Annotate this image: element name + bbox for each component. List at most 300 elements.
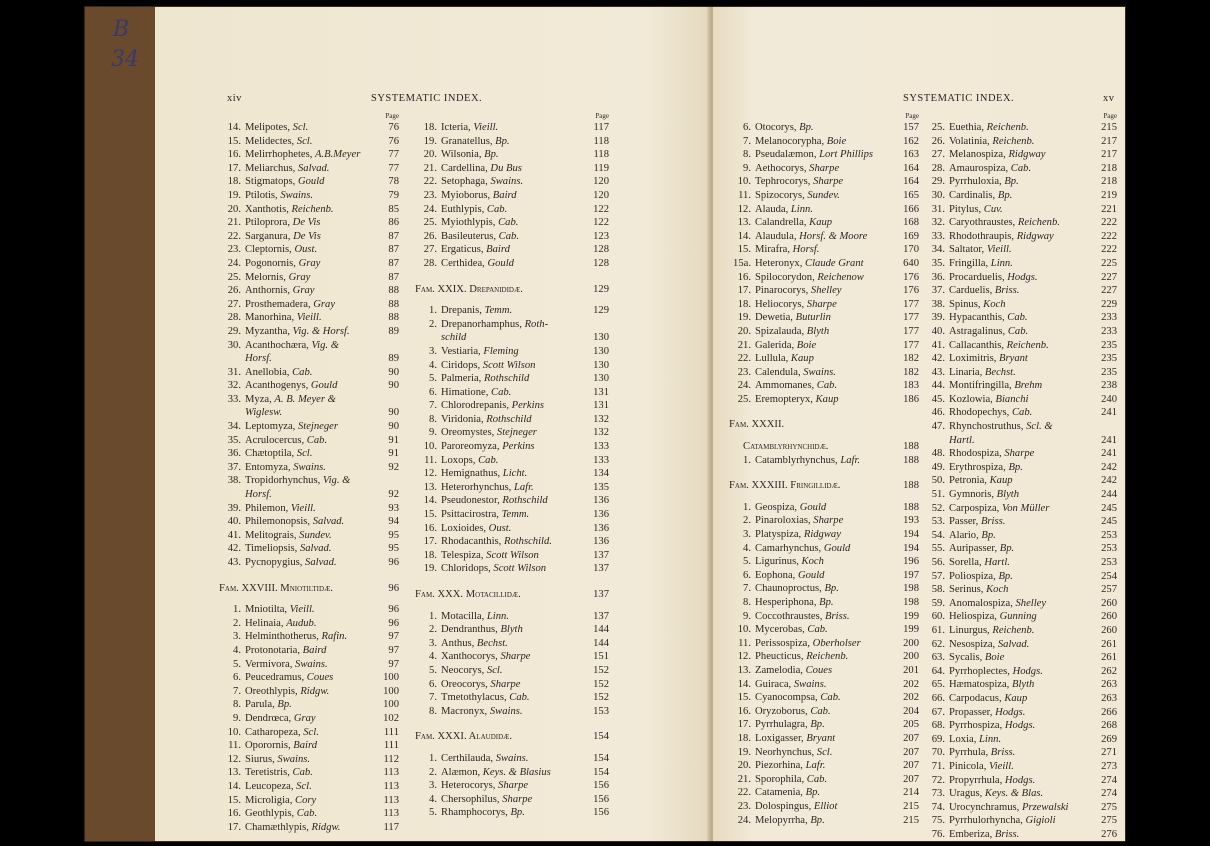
genus-entry [441,793,579,807]
genus-name: Parula, [245,699,278,711]
page-ref: 177 [903,298,919,310]
left-page-number: xiv [227,93,242,104]
genus-name: Rhodothraupis, [949,230,1017,242]
page-ref: 97 [388,658,399,670]
genus-name: Uragus, [949,788,985,800]
genus-name: Saltator, [949,244,987,256]
page-ref: 156 [593,793,609,805]
author-name: Gould [310,380,338,392]
author-name: Bryant [806,732,836,744]
index-entry [217,515,399,529]
page-ref: 176 [903,285,919,297]
page-ref: 117 [383,821,399,833]
index-entry [921,502,1117,516]
author-name: Bp. [981,529,996,541]
author-name: Reichenb. [806,651,849,663]
page-ref: 85 [388,203,399,215]
page-ref: 222 [1101,244,1117,256]
entry-number: 14. [737,678,751,690]
index-entry [921,447,1117,461]
author-name: Temm. [501,509,530,521]
genus-entry [755,664,889,678]
entry-number: 25. [423,217,437,229]
genus-name: Manorhina, [245,312,297,324]
index-entry [727,610,919,624]
author-name: Bechst. [476,637,508,649]
index-entry [921,298,1117,312]
index-entry [217,807,399,821]
author-name: Cab. [816,380,838,392]
genus-name: Dolospingus, [755,800,814,812]
genus-entry [245,644,369,658]
page-ref: 102 [383,712,399,724]
genus-name: Icteria, [441,122,474,133]
index-entry [727,339,919,353]
author-name: De Vis [292,217,321,229]
page-ref: 96 [388,604,399,616]
page-ref: 260 [1101,597,1117,609]
entry-number: 24. [737,814,751,826]
genus-name: Stigmatops, [245,176,298,188]
entry-number: 16. [227,149,241,161]
page-ref: 275 [1101,801,1117,813]
page-ref: 242 [1101,475,1117,487]
right-column-1 [727,111,919,827]
genus-entry [245,148,369,162]
family-name: Fam. XXXII. [729,419,785,431]
index-entry [217,325,399,339]
genus-name: Linurgus, [949,624,993,636]
author-name: Swains. [489,705,523,717]
index-entry [413,413,609,427]
author-name: Swains. [295,658,328,670]
genus-entry [245,712,369,726]
entry-number: 23. [227,244,241,256]
author-name: Hodgs. [1004,720,1036,732]
author-name: Oberholser [812,637,861,649]
page-ref: 86 [388,217,399,229]
index-entry [217,603,399,617]
page-ref: 242 [1101,461,1117,473]
entry-number: 11. [738,637,751,649]
index-entry [413,318,609,332]
author-name: Elliot [813,800,838,812]
author-name: Perkins [511,400,544,412]
genus-name: Euethia, [949,122,987,133]
author-name: Rothschild [502,495,548,507]
page-ref: 217 [1101,149,1117,161]
page-ref: 111 [383,740,399,752]
entry-number: 16. [737,271,751,283]
entry-number: 63. [931,652,945,664]
right-page [713,7,1125,841]
genus-entry [441,549,579,563]
genus-name: Sarganura, [245,230,294,242]
author-name: Vieill. [473,122,499,133]
index-entry [727,352,919,366]
genus-name: Telespiza, [441,549,487,561]
genus-name: Protonotaria, [245,644,303,656]
index-entry [217,352,399,366]
author-name: Cab. [486,203,508,215]
genus-name: Pseudonestor, [441,495,503,507]
genus-name: Certhilauda, [441,752,496,764]
genus-entry [245,325,369,339]
index-entry [727,596,919,610]
genus-entry [441,752,579,766]
entry-number: 51. [931,489,945,501]
entry-number [217,352,245,366]
author-name: Koch [801,556,824,568]
page-ref: 137 [593,589,609,600]
index-entry [921,230,1117,244]
entry-number: 61. [931,624,945,636]
author-name: Sharpe [502,793,533,805]
right-page-number: xv [1103,93,1115,104]
author-name: Vieill. [290,502,316,514]
genus-entry [441,610,579,624]
genus-name: Alario, [949,529,982,541]
entry-number: 12. [423,468,437,480]
genus-entry [755,814,889,828]
author-name: Bp. [495,135,510,147]
entry-number: 15a. [733,257,751,269]
index-entry [921,121,1117,135]
genus-entry [755,637,889,651]
page-ref: 276 [1101,828,1117,840]
author-name: Briss. [994,285,1020,297]
author-name: Scott Wilson [493,563,547,575]
genus-entry [245,821,369,835]
page-ref: 218 [1101,162,1117,174]
genus-entry [441,623,579,637]
index-entry [727,773,919,787]
genus-entry [949,366,1087,380]
page-ref: 96 [388,557,399,568]
genus-name: Ammomanes, [755,380,817,392]
genus-entry [441,135,579,149]
genus-entry [755,759,889,773]
index-entry [727,135,919,149]
genus-name: Helinaia, [245,617,287,629]
genus-name: Carduelis, [949,285,995,297]
author-name: Horsf. [245,489,272,501]
genus-entry [245,461,369,475]
index-entry [413,454,609,468]
page-ref: 122 [593,217,609,229]
index-entry [921,746,1117,760]
genus-entry [949,651,1087,665]
genus-entry [245,753,369,767]
genus-entry [441,494,579,508]
genus-name: Auripasser, [949,543,1000,555]
author-name: Horsf. [792,244,820,256]
genus-name: Heterorhynchus, [441,481,514,493]
genus-name: Catamblyrhynchus, [755,454,841,466]
family-heading [413,283,609,297]
genus-name: Petronia, [949,475,990,487]
index-entry [413,752,609,766]
genus-entry [949,502,1087,516]
page-ref: 257 [1101,584,1117,596]
page-ref: 261 [1101,638,1117,650]
author-name: Gigioli [1025,815,1056,827]
entry-number: 69. [931,733,945,745]
genus-entry [949,774,1087,788]
genus-entry [949,406,1087,420]
entry-number: 2. [429,624,437,636]
author-name: Fleming [483,345,519,357]
page-ref: 260 [1101,611,1117,623]
entry-number: 18. [737,732,751,744]
genus-name: Tephrocorys, [755,176,814,188]
index-entry [217,257,399,271]
page-ref: 136 [593,522,609,534]
entry-number: 52. [931,502,945,514]
genus-entry [441,454,579,468]
index-entry [217,474,399,488]
author-name: Przewalski [1021,801,1069,813]
page-ref: 244 [1101,489,1117,501]
genus-name: Palmeria, [441,373,484,385]
index-entry [921,814,1117,828]
genus-entry [755,352,889,366]
entry-number: 74. [931,801,945,813]
author-name: Cab. [820,692,841,704]
page-ref: 207 [903,746,919,758]
author-name: Ridgway [803,529,841,541]
page-ref: 156 [593,780,609,792]
genus-entry [949,474,1087,488]
genus-name: Himatione, [441,386,492,398]
author-name: Kaup [989,475,1013,487]
index-entry [921,774,1117,788]
index-entry [727,230,919,244]
page-ref: 177 [903,325,919,337]
index-entry [921,216,1117,230]
genus-name: Ligurinus, [755,556,802,568]
genus-entry [949,787,1087,801]
author-name: Scl. [292,122,309,133]
genus-name: Amaurospiza, [949,162,1011,174]
author-name: Shelley [810,285,842,297]
genus-entry [755,514,889,528]
genus-name: Melitograis, [245,529,300,541]
genus-entry [755,773,889,787]
genus-name: Perissospiza, [755,637,813,649]
entry-number: 9. [233,712,241,724]
page-ref: 221 [1101,203,1117,215]
genus-entry [245,671,369,685]
index-entry [727,501,919,515]
genus-name: Spizalauda, [755,325,807,337]
author-name: Swains. [490,176,524,188]
index-entry [727,623,919,637]
entry-number: 50. [931,475,945,487]
page-ref: 152 [593,664,609,676]
genus-name: Drepanis, [441,305,485,317]
entry-number: 46. [931,407,945,419]
page-ref: 152 [593,678,609,690]
author-name: Cab. [498,217,519,229]
index-entry [921,339,1117,353]
entry-number: 49. [931,461,945,473]
genus-name: Entomyza, [245,461,294,473]
index-entry [413,162,609,176]
entry-number: 24. [423,203,437,215]
author-name: Von Müller [1001,502,1050,514]
author-name: Hartl. [984,557,1010,568]
entry-number: 5. [743,556,751,568]
genus-entry [949,284,1087,298]
genus-entry [949,556,1087,570]
genus-entry [245,780,369,794]
author-name: A. B. Meyer & [274,393,336,405]
author-name: Scl. [296,780,312,792]
index-entry [217,644,399,658]
page-ref: 182 [903,366,919,378]
genus-name: Propasser, [949,706,996,718]
genus-name: Granatellus, [441,135,496,147]
index-entry [921,760,1117,774]
entry-number: 22. [737,353,751,365]
entry-number: 7. [743,135,751,147]
genus-name: Pseudalæmon, [755,149,820,161]
family-name: Fam. XXVIII. Mniotiltidæ. [219,582,333,594]
genus-name: Melanospiza, [949,149,1009,161]
author-name: De Vis [293,230,321,242]
family-name: Catamblyrhynchidæ. [743,441,829,453]
right-column-2 [921,111,1117,841]
index-entry [921,488,1117,502]
genus-entry [949,610,1087,624]
author-name: Kaup [790,353,814,365]
genus-name: Wilsonia, [441,149,485,161]
index-entry [727,582,919,596]
author-name: Keys. & Blas. [984,788,1044,800]
index-entry [217,175,399,189]
genus-name: Caryothraustes, [949,217,1018,229]
genus-name: Myioborus, [441,189,493,201]
author-name: Gray [292,285,315,297]
genus-name: Pyrrhospiza, [949,720,1005,732]
index-entry [727,284,919,298]
genus-entry [441,535,579,549]
genus-name: Macronyx, [441,705,490,717]
index-entry [921,135,1117,149]
author-name: Gould [799,501,827,513]
entry-number: 5. [429,807,437,819]
author-name: Koch [983,298,1006,310]
page-ref: 222 [1101,217,1117,229]
entry-number: 76. [931,828,945,840]
index-entry [413,623,609,637]
genus-entry [245,617,369,631]
author-name: Scl. [816,746,833,758]
entry-number: 3. [429,780,437,792]
index-entry [217,726,399,740]
entry-number: 4. [233,644,241,656]
page-ref: 201 [903,664,919,676]
page-ref: 235 [1101,353,1117,365]
author-name: Rothschild [483,373,530,385]
author-name: Audub. [286,617,317,629]
index-entry [413,766,609,780]
page-ref: 233 [1101,325,1117,337]
index-entry [921,284,1117,298]
genus-entry [245,542,369,556]
genus-entry [949,678,1087,692]
genus-entry [245,352,369,366]
genus-entry [755,203,889,217]
entry-number: 3. [429,637,437,649]
page-ref: 117 [593,122,609,133]
page-ref: 200 [903,637,919,649]
genus-name: Rhynchostruthus, [949,421,1027,433]
genus-entry [245,271,369,285]
author-name: Blyth [806,325,830,337]
page-ref: 120 [593,176,609,188]
entry-number: 28. [227,312,241,324]
index-entry [921,189,1117,203]
author-name: Swains. [495,752,529,764]
genus-name: Geospiza, [755,501,800,513]
index-entry [921,787,1117,801]
page-ref: 89 [388,325,399,337]
genus-entry [755,393,889,407]
entry-number: 1. [429,752,437,764]
genus-name: Neorhynchus, [755,746,817,758]
genus-entry [949,352,1087,366]
entry-number: 30. [227,339,241,351]
author-name: Vieill. [289,604,315,616]
genus-entry [441,426,579,440]
entry-number: 40. [931,325,945,337]
author-name: Linn. [486,610,509,622]
author-name: Wiglesw. [245,407,283,419]
author-name: Du Bus [490,162,522,174]
author-name: Rothschild [486,413,532,425]
genus-entry [441,678,579,692]
index-entry [921,651,1117,665]
page-ref [889,418,919,432]
author-name: Cab. [1011,407,1033,419]
index-entry [727,393,919,407]
entry-number: 45. [931,393,945,405]
index-entry [413,216,609,230]
author-name: Bp. [810,719,825,731]
page-ref: 95 [388,543,399,555]
genus-name: Zamelodia, [755,664,806,676]
genus-name: Melipotes, [245,122,293,133]
genus-name: Cyanocompsa, [755,692,821,704]
page-ref: 186 [903,393,919,405]
page-ref: 262 [1101,665,1117,677]
author-name: Bp. [999,543,1015,555]
genus-name: Loxigasser, [755,732,807,744]
entry-number: 18. [227,176,241,188]
entry-number: 24. [737,380,751,392]
index-entry [217,658,399,672]
index-entry [217,420,399,434]
genus-entry [949,135,1087,149]
page-ref: 88 [388,298,399,310]
page-ref: 154 [593,752,609,764]
genus-entry [755,569,889,583]
entry-number: 17. [227,162,241,174]
author-name: Hartl. [949,434,975,446]
entry-number: 10. [737,624,751,636]
